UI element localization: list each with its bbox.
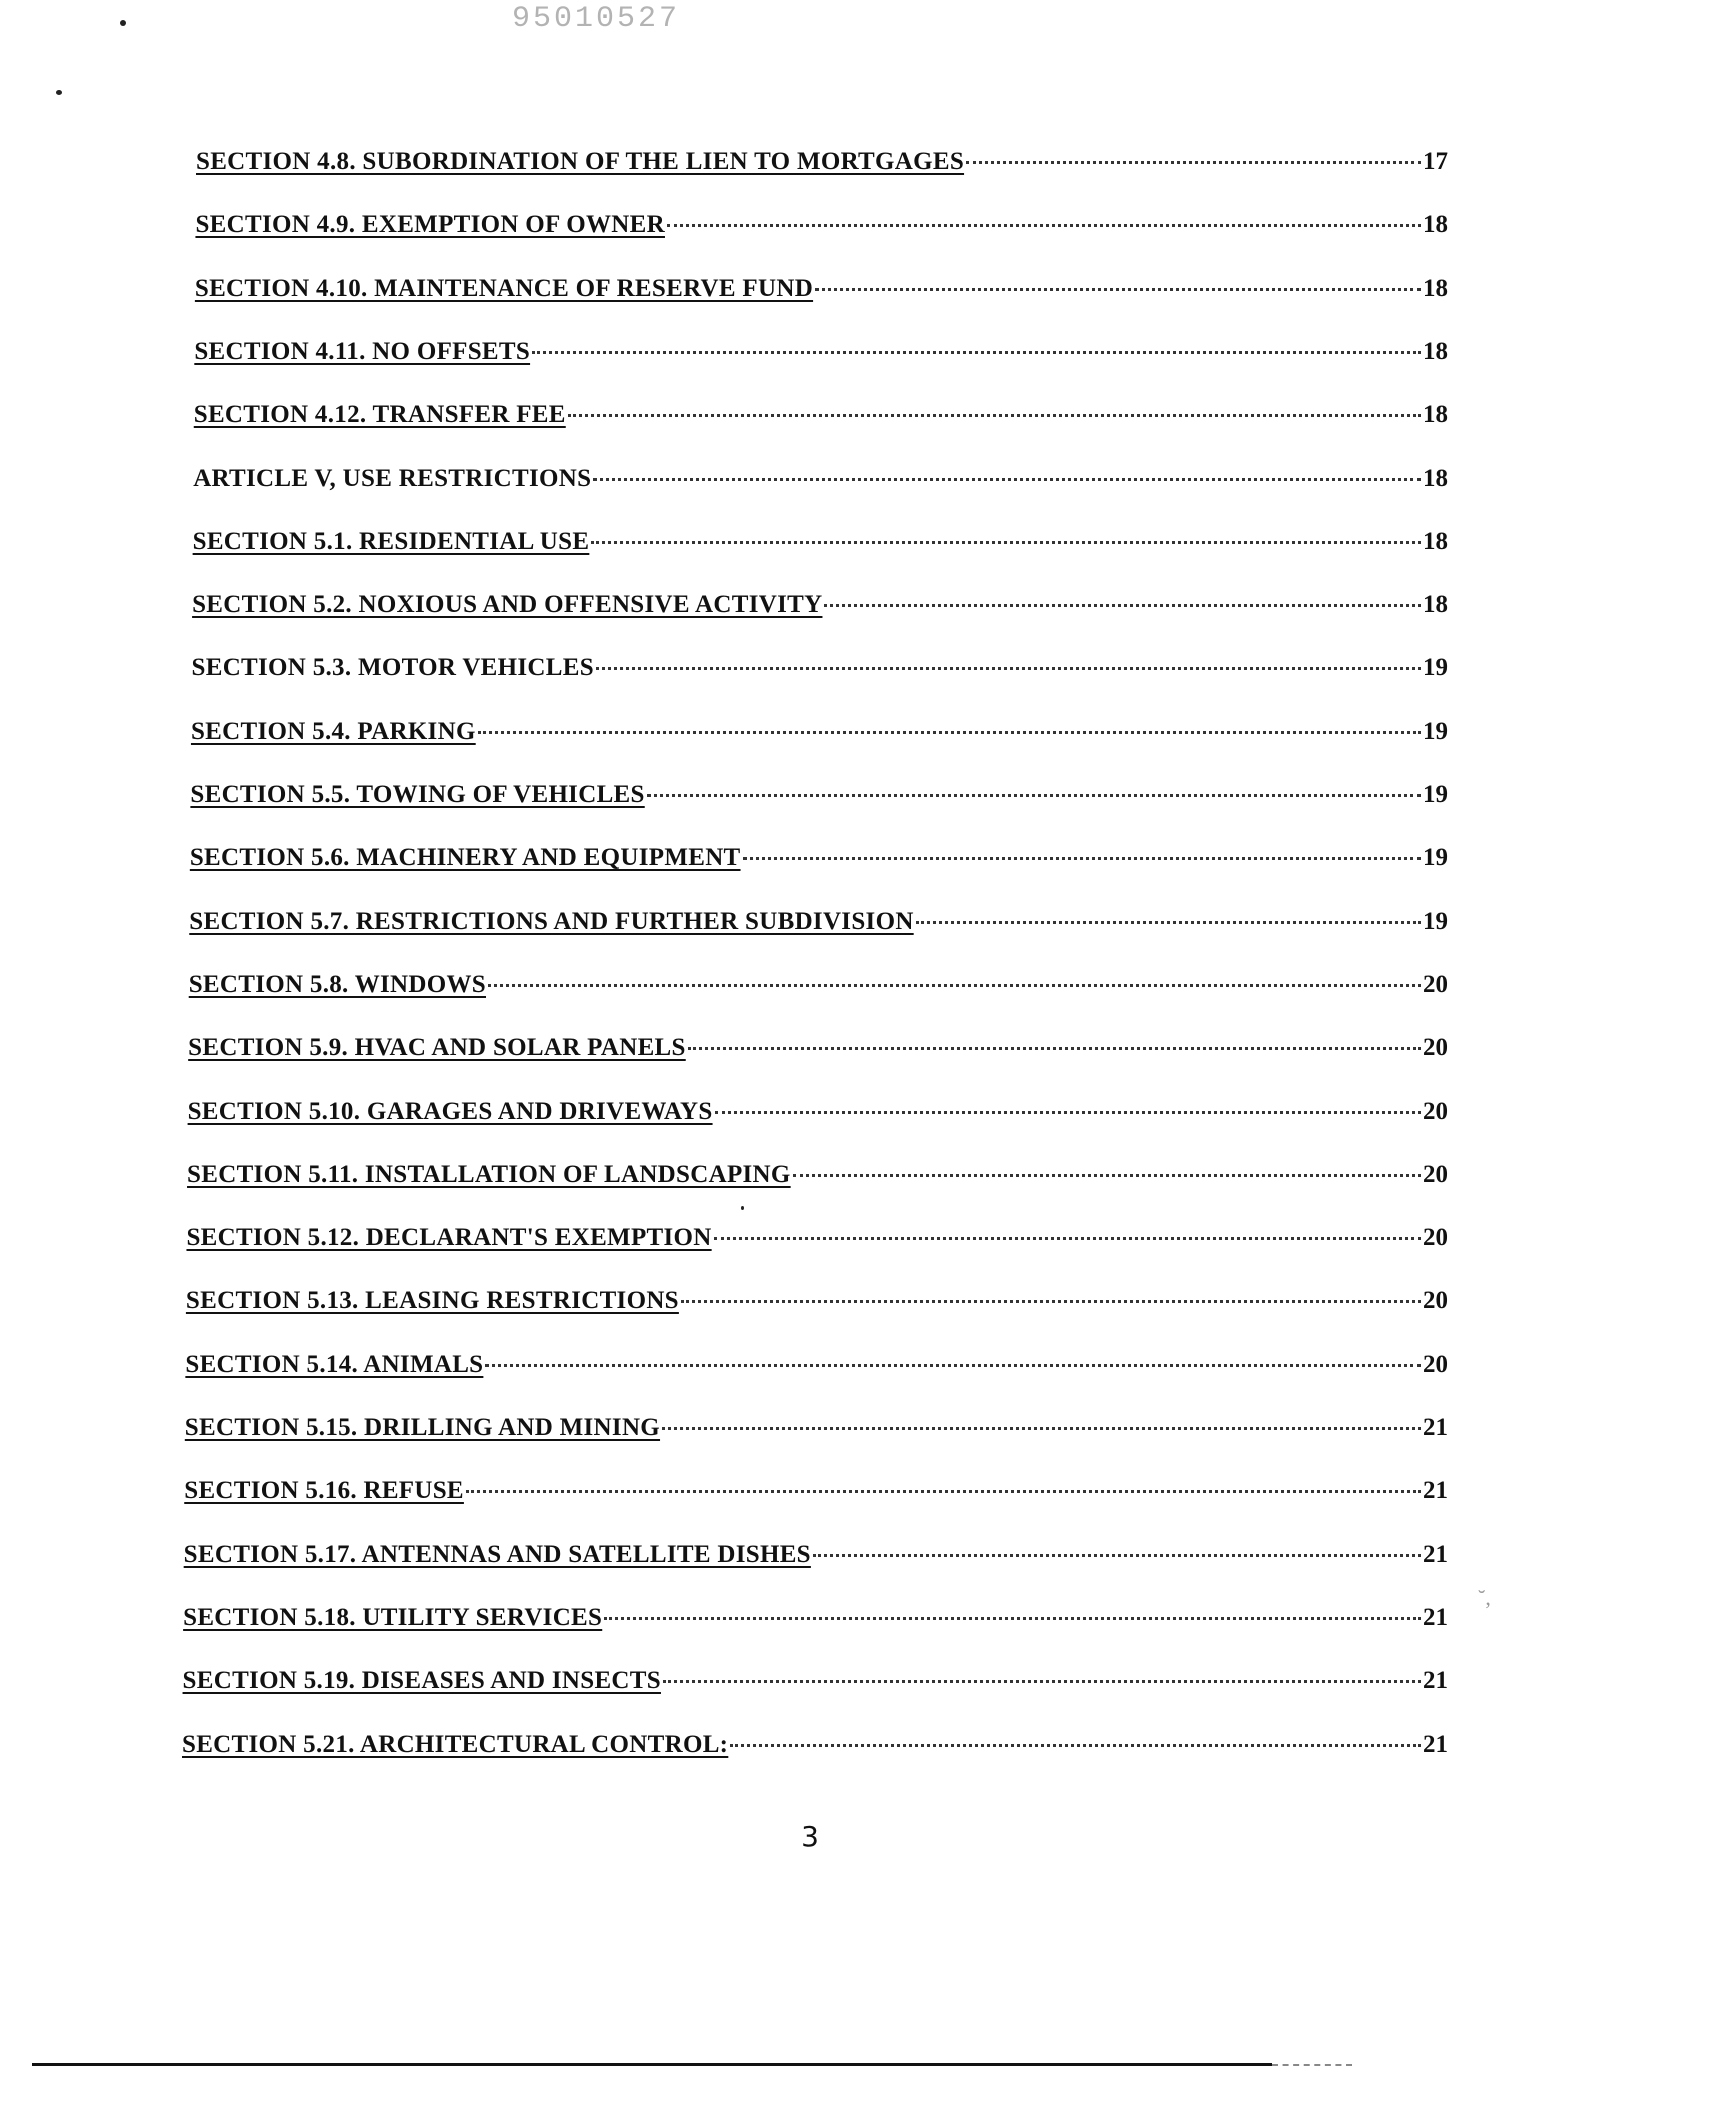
toc-entry-page: 21 bbox=[1422, 1603, 1448, 1631]
toc-entry-title: SECTION 5.16. REFUSE bbox=[184, 1477, 464, 1505]
toc-leader-dots bbox=[532, 351, 1421, 354]
toc-entry-page: 21 bbox=[1422, 1477, 1448, 1505]
toc-entry bbox=[184, 1541, 1448, 1575]
toc-entry-title: SECTION 5.18. UTILITY SERVICES bbox=[183, 1603, 603, 1631]
toc-entry-title: SECTION 5.17. ANTENNAS AND SATELLITE DISHES bbox=[183, 1540, 811, 1568]
toc-entry-title: SECTION 5.14. ANIMALS bbox=[185, 1350, 484, 1378]
toc-entry bbox=[189, 971, 1448, 1005]
toc-entry bbox=[193, 465, 1448, 499]
toc-entry-title: SECTION 5.11. INSTALLATION OF LANDSCAPING bbox=[187, 1160, 791, 1188]
toc-entry bbox=[187, 1161, 1448, 1195]
toc-leader-dots bbox=[593, 478, 1421, 481]
toc-leader-dots bbox=[966, 161, 1421, 164]
toc-entry bbox=[195, 211, 1448, 245]
toc-leader-dots bbox=[663, 1680, 1421, 1683]
toc-leader-dots bbox=[596, 667, 1421, 670]
toc-leader-dots bbox=[466, 1490, 1421, 1493]
toc-entry-title: SECTION 5.4. PARKING bbox=[190, 717, 476, 745]
toc-entry bbox=[182, 1731, 1448, 1765]
toc-entry-title: SECTION 5.3. MOTOR VEHICLES bbox=[191, 654, 594, 682]
toc-entry bbox=[183, 1667, 1448, 1701]
toc-entry-title: SECTION 5.5. TOWING OF VEHICLES bbox=[190, 781, 645, 808]
toc-entry-page: 19 bbox=[1422, 907, 1448, 935]
toc-entry-page: 18 bbox=[1422, 274, 1448, 302]
toc-entry-page: 20 bbox=[1422, 1160, 1448, 1188]
toc-entry bbox=[194, 401, 1448, 435]
toc-entry-title: SECTION 4.8. SUBORDINATION OF THE LIEN TO MORTGAGES bbox=[196, 148, 965, 175]
toc-leader-dots bbox=[604, 1617, 1421, 1620]
toc-entry bbox=[191, 718, 1448, 752]
toc-entry-page: 19 bbox=[1422, 654, 1448, 682]
toc-entry bbox=[196, 148, 1448, 182]
toc-entry-page: 19 bbox=[1422, 844, 1448, 872]
toc-leader-dots bbox=[815, 288, 1421, 291]
toc-entry bbox=[195, 275, 1448, 309]
footer-rule bbox=[32, 2063, 1272, 2066]
toc-entry-page: 21 bbox=[1422, 1540, 1448, 1568]
toc-entry-title: SECTION 5.9. HVAC AND SOLAR PANELS bbox=[188, 1034, 686, 1062]
toc-entry bbox=[184, 1477, 1448, 1511]
toc-entry-title: SECTION 5.2. NOXIOUS AND OFFENSIVE ACTIVITY bbox=[192, 591, 823, 619]
toc-entry-page: 18 bbox=[1422, 591, 1448, 619]
toc-entry-page: 21 bbox=[1423, 1730, 1448, 1758]
toc-entry bbox=[188, 1098, 1448, 1132]
toc-entry bbox=[190, 781, 1448, 815]
toc-leader-dots bbox=[715, 1111, 1421, 1114]
toc-entry bbox=[186, 1224, 1448, 1258]
toc-entry-page: 20 bbox=[1422, 1287, 1448, 1315]
toc-entry-title: SECTION 5.1. RESIDENTIAL USE bbox=[192, 527, 590, 555]
toc-entry-page: 18 bbox=[1422, 337, 1448, 365]
toc-entry bbox=[185, 1414, 1448, 1448]
toc-entry bbox=[189, 908, 1448, 942]
toc-leader-dots bbox=[667, 224, 1421, 227]
toc-entry-page: 19 bbox=[1422, 717, 1448, 745]
toc-entry bbox=[193, 528, 1448, 562]
toc-entry-title: ARTICLE V, USE RESTRICTIONS bbox=[193, 464, 592, 492]
toc-leader-dots bbox=[730, 1744, 1421, 1747]
toc-entry-title: SECTION 4.10. MAINTENANCE OF RESERVE FUND bbox=[194, 274, 814, 302]
toc-entry-title: SECTION 5.8. WINDOWS bbox=[188, 970, 486, 998]
toc-leader-dots bbox=[647, 794, 1421, 797]
toc-entry-title: SECTION 5.15. DRILLING AND MINING bbox=[184, 1414, 661, 1441]
toc-entry-page: 19 bbox=[1422, 781, 1448, 808]
toc-entry-title: SECTION 5.19. DISEASES AND INSECTS bbox=[182, 1667, 661, 1695]
toc-entry-page: 21 bbox=[1422, 1667, 1448, 1695]
toc-entry-title: SECTION 4.11. NO OFFSETS bbox=[194, 337, 531, 365]
toc-entry-page: 21 bbox=[1422, 1414, 1448, 1441]
toc-leader-dots bbox=[681, 1300, 1421, 1303]
toc-entry-page: 20 bbox=[1422, 1034, 1448, 1062]
toc-leader-dots bbox=[591, 541, 1421, 544]
toc-entry-title: SECTION 5.10. GARAGES AND DRIVEWAYS bbox=[187, 1097, 713, 1125]
toc-entry bbox=[192, 591, 1448, 625]
toc-entry-page: 20 bbox=[1422, 970, 1448, 998]
toc-leader-dots bbox=[813, 1554, 1421, 1557]
toc-entry bbox=[186, 1287, 1448, 1321]
toc-entry-page: 20 bbox=[1422, 1224, 1448, 1252]
toc-entry-title: SECTION 5.12. DECLARANT'S EXEMPTION bbox=[186, 1224, 712, 1252]
toc-entry bbox=[183, 1604, 1448, 1638]
toc-leader-dots bbox=[485, 1364, 1421, 1367]
toc-leader-dots bbox=[714, 1237, 1421, 1240]
toc-leader-dots bbox=[688, 1047, 1421, 1050]
toc-entry-title: SECTION 5.6. MACHINERY AND EQUIPMENT bbox=[189, 844, 741, 872]
toc-entry bbox=[185, 1351, 1448, 1385]
toc-entry-page: 20 bbox=[1422, 1350, 1448, 1378]
toc-entry-page: 18 bbox=[1422, 211, 1448, 239]
toc-entry-page: 18 bbox=[1422, 401, 1448, 429]
toc-entry-page: 17 bbox=[1423, 148, 1448, 175]
toc-leader-dots bbox=[662, 1427, 1421, 1430]
toc-entry-title: SECTION 4.9. EXEMPTION OF OWNER bbox=[195, 211, 665, 239]
toc-leader-dots bbox=[916, 921, 1421, 924]
page-number: 3 bbox=[801, 1820, 819, 1853]
toc-entry-title: SECTION 4.12. TRANSFER FEE bbox=[193, 401, 566, 429]
toc-entry-page: 18 bbox=[1422, 464, 1448, 492]
document-stamp: 95010527 bbox=[512, 2, 681, 36]
toc-leader-dots bbox=[488, 984, 1421, 987]
toc-entry-title: SECTION 5.7. RESTRICTIONS AND FURTHER SUBDIVISION bbox=[189, 907, 914, 935]
toc-entry bbox=[190, 844, 1448, 878]
toc-entry bbox=[188, 1034, 1448, 1068]
toc-entry-page: 20 bbox=[1422, 1097, 1448, 1125]
toc-entry-title: SECTION 5.13. LEASING RESTRICTIONS bbox=[185, 1287, 679, 1315]
toc-leader-dots bbox=[568, 414, 1421, 417]
toc-entry-title: SECTION 5.21. ARCHITECTURAL CONTROL: bbox=[182, 1730, 729, 1758]
margin-mark: ˘, bbox=[1478, 1585, 1491, 1610]
toc-entry-page: 18 bbox=[1422, 527, 1448, 555]
toc-leader-dots bbox=[478, 731, 1421, 734]
toc-leader-dots bbox=[793, 1174, 1421, 1177]
toc-leader-dots bbox=[743, 857, 1421, 860]
toc-entry bbox=[192, 654, 1448, 688]
toc-leader-dots bbox=[824, 604, 1421, 607]
footer-rule-faint bbox=[1272, 2064, 1352, 2066]
toc-entry bbox=[194, 338, 1448, 372]
